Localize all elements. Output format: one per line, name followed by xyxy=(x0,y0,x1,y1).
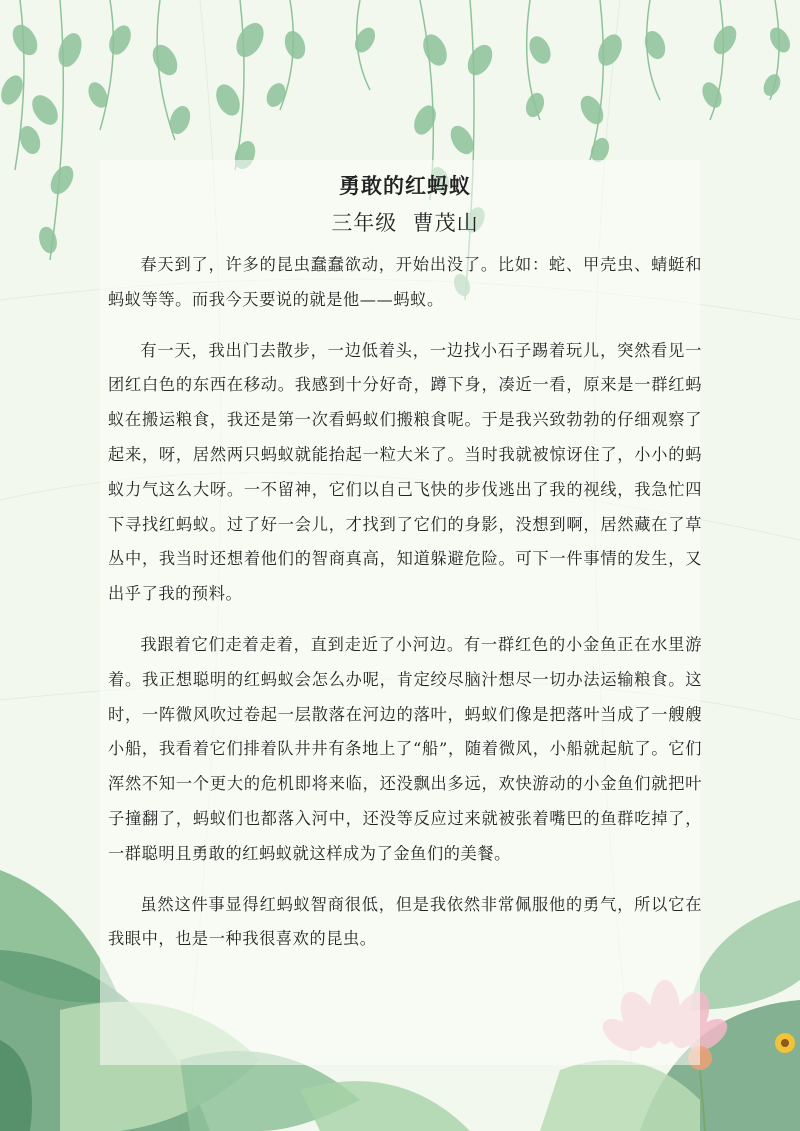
paragraph-3: 我跟着它们走着走着，直到走近了小河边。有一群红色的小金鱼正在水里游着。我正想聪明的红蚂蚁会怎么办呢，肯定绞尽脑汁想尽一切办法运输粮食。这时，一阵微风吹过卷起一层散落在河边的落叶，蚂蚁们像是把落叶当成了一艘艘小船，我看着它们排着队井井有条地上了“船”，随着微风，小船就起航了。它们浑然不知一个更大的危机即将来临，还没飘出多远，欢快游动的小金鱼们就把叶子撞翻了，蚂蚁们也都落入河中，还没等反应过来就被张着嘴巴的鱼群吃掉了，一群聪明且勇敢的红蚂蚁就这样成为了金鱼们的美餐。 xyxy=(108,634,702,863)
paragraph-4: 虽然这件事显得红蚂蚁智商很低，但是我依然非常佩服他的勇气，所以它在我眼中，也是一种我很喜欢的昆虫。 xyxy=(108,894,702,949)
paragraph-1: 春天到了，许多的昆虫蠢蠢欲动，开始出没了。比如：蛇、甲壳虫、蜻蜓和蚂蚁等等。而我今天要说的就是他——蚂蚁。 xyxy=(108,255,702,309)
essay-title: 勇敢的红蚂蚁 xyxy=(339,173,471,198)
author-line: 三年级 曹茂山 xyxy=(331,211,479,235)
paragraph-2: 有一天，我出门去散步，一边低着头，一边找小石子踢着玩儿，突然看见一团红白色的东西在移动。我感到十分好奇，蹲下身，凑近一看，原来是一群红蚂蚁在搬运粮食，我还是第一次看蚂蚁们搬粮食呢。于是我兴致勃勃的仔细观察了起来，呀，居然两只蚂蚁就能抬起一粒大米了。当时我就被惊讶住了，小小的蚂蚁力气这么大呀。一不留神，它们以自己飞快的步伐逃出了我的视线，我急忙四下寻找红蚂蚁。过了好一会儿，才找到了它们的身影，没想到啊，居然藏在了草丛中，我当时还想着他们的智商真高，知道躲避危险。可下一件事情的发生，又出乎了我的预料。 xyxy=(108,340,702,604)
essay-content xyxy=(108,170,702,957)
